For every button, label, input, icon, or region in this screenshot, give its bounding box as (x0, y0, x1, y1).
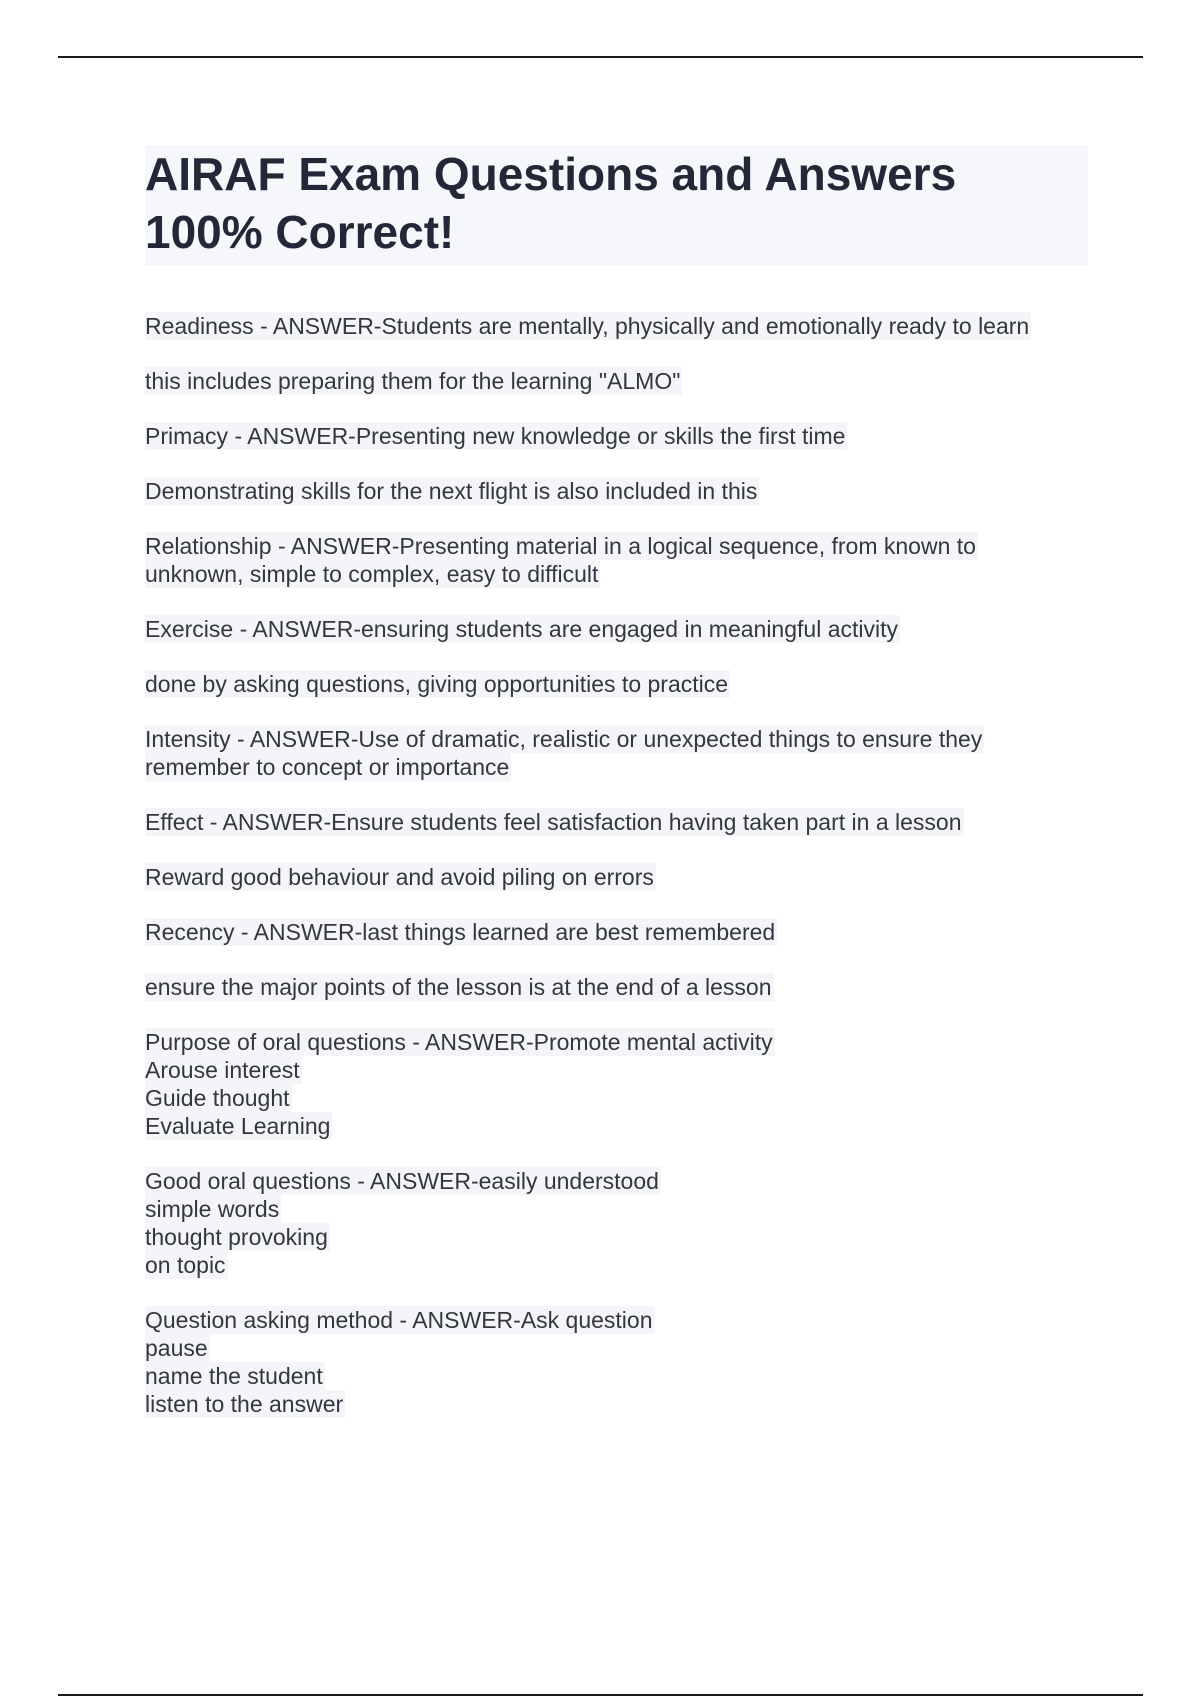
entry-line: on topic (145, 1252, 226, 1278)
qa-entry (145, 367, 1095, 395)
entry-line: Good oral questions - ANSWER-easily understood (145, 1168, 659, 1194)
title-line: AIRAF Exam Questions and Answers (145, 148, 957, 200)
entry-line: simple words (145, 1196, 280, 1222)
entry-line: ensure the major points of the lesson is at the end of a lesson (145, 974, 772, 1000)
qa-entry (145, 973, 1095, 1001)
entry-line: Evaluate Learning (145, 1113, 331, 1139)
entry-line: Recency - ANSWER-last things learned are best remembered (145, 919, 776, 945)
entry-line: Arouse interest (145, 1057, 300, 1083)
entry-line: Relationship - ANSWER-Presenting material in a logical sequence, from known to (145, 533, 976, 559)
entry-line: Primacy - ANSWER-Presenting new knowledge or skills the first time (145, 423, 846, 449)
entry-line: Exercise - ANSWER-ensuring students are engaged in meaningful activity (145, 616, 898, 642)
qa-entry (145, 615, 1095, 643)
bottom-rule (58, 1694, 1143, 1696)
entry-line: unknown, simple to complex, easy to difficult (145, 561, 599, 587)
entry-line: Intensity - ANSWER-Use of dramatic, realistic or unexpected things to ensure they (145, 726, 983, 752)
qa-entry (145, 1167, 1095, 1279)
qa-entry (145, 670, 1095, 698)
qa-entry (145, 532, 1095, 588)
qa-entry (145, 422, 1095, 450)
entry-line: pause (145, 1335, 208, 1361)
page-title (145, 145, 1088, 261)
title-block (145, 145, 1088, 265)
qa-entry (145, 477, 1095, 505)
qa-entry (145, 918, 1095, 946)
entry-line: Readiness - ANSWER-Students are mentally, physically and emotionally ready to learn (145, 313, 1030, 339)
entry-line: listen to the answer (145, 1391, 344, 1417)
entry-line: Purpose of oral questions - ANSWER-Promote mental activity (145, 1029, 773, 1055)
qa-entry (145, 1306, 1095, 1418)
qa-entry (145, 725, 1095, 781)
entry-line: remember to concept or importance (145, 754, 510, 780)
qa-entry (145, 312, 1095, 340)
qa-entry (145, 863, 1095, 891)
title-line: 100% Correct! (145, 206, 455, 258)
entry-line: Reward good behaviour and avoid piling on errors (145, 864, 654, 890)
qa-entry (145, 808, 1095, 836)
qa-entry (145, 1028, 1095, 1140)
entry-line: thought provoking (145, 1224, 328, 1250)
top-rule (58, 56, 1143, 58)
qa-list (145, 312, 1095, 1445)
entry-line: Guide thought (145, 1085, 290, 1111)
entry-line: Question asking method - ANSWER-Ask question (145, 1307, 653, 1333)
entry-line: this includes preparing them for the learning "ALMO" (145, 368, 681, 394)
entry-line: Demonstrating skills for the next flight is also included in this (145, 478, 758, 504)
entry-line: name the student (145, 1363, 323, 1389)
entry-line: Effect - ANSWER-Ensure students feel satisfaction having taken part in a lesson (145, 809, 962, 835)
entry-line: done by asking questions, giving opportunities to practice (145, 671, 729, 697)
